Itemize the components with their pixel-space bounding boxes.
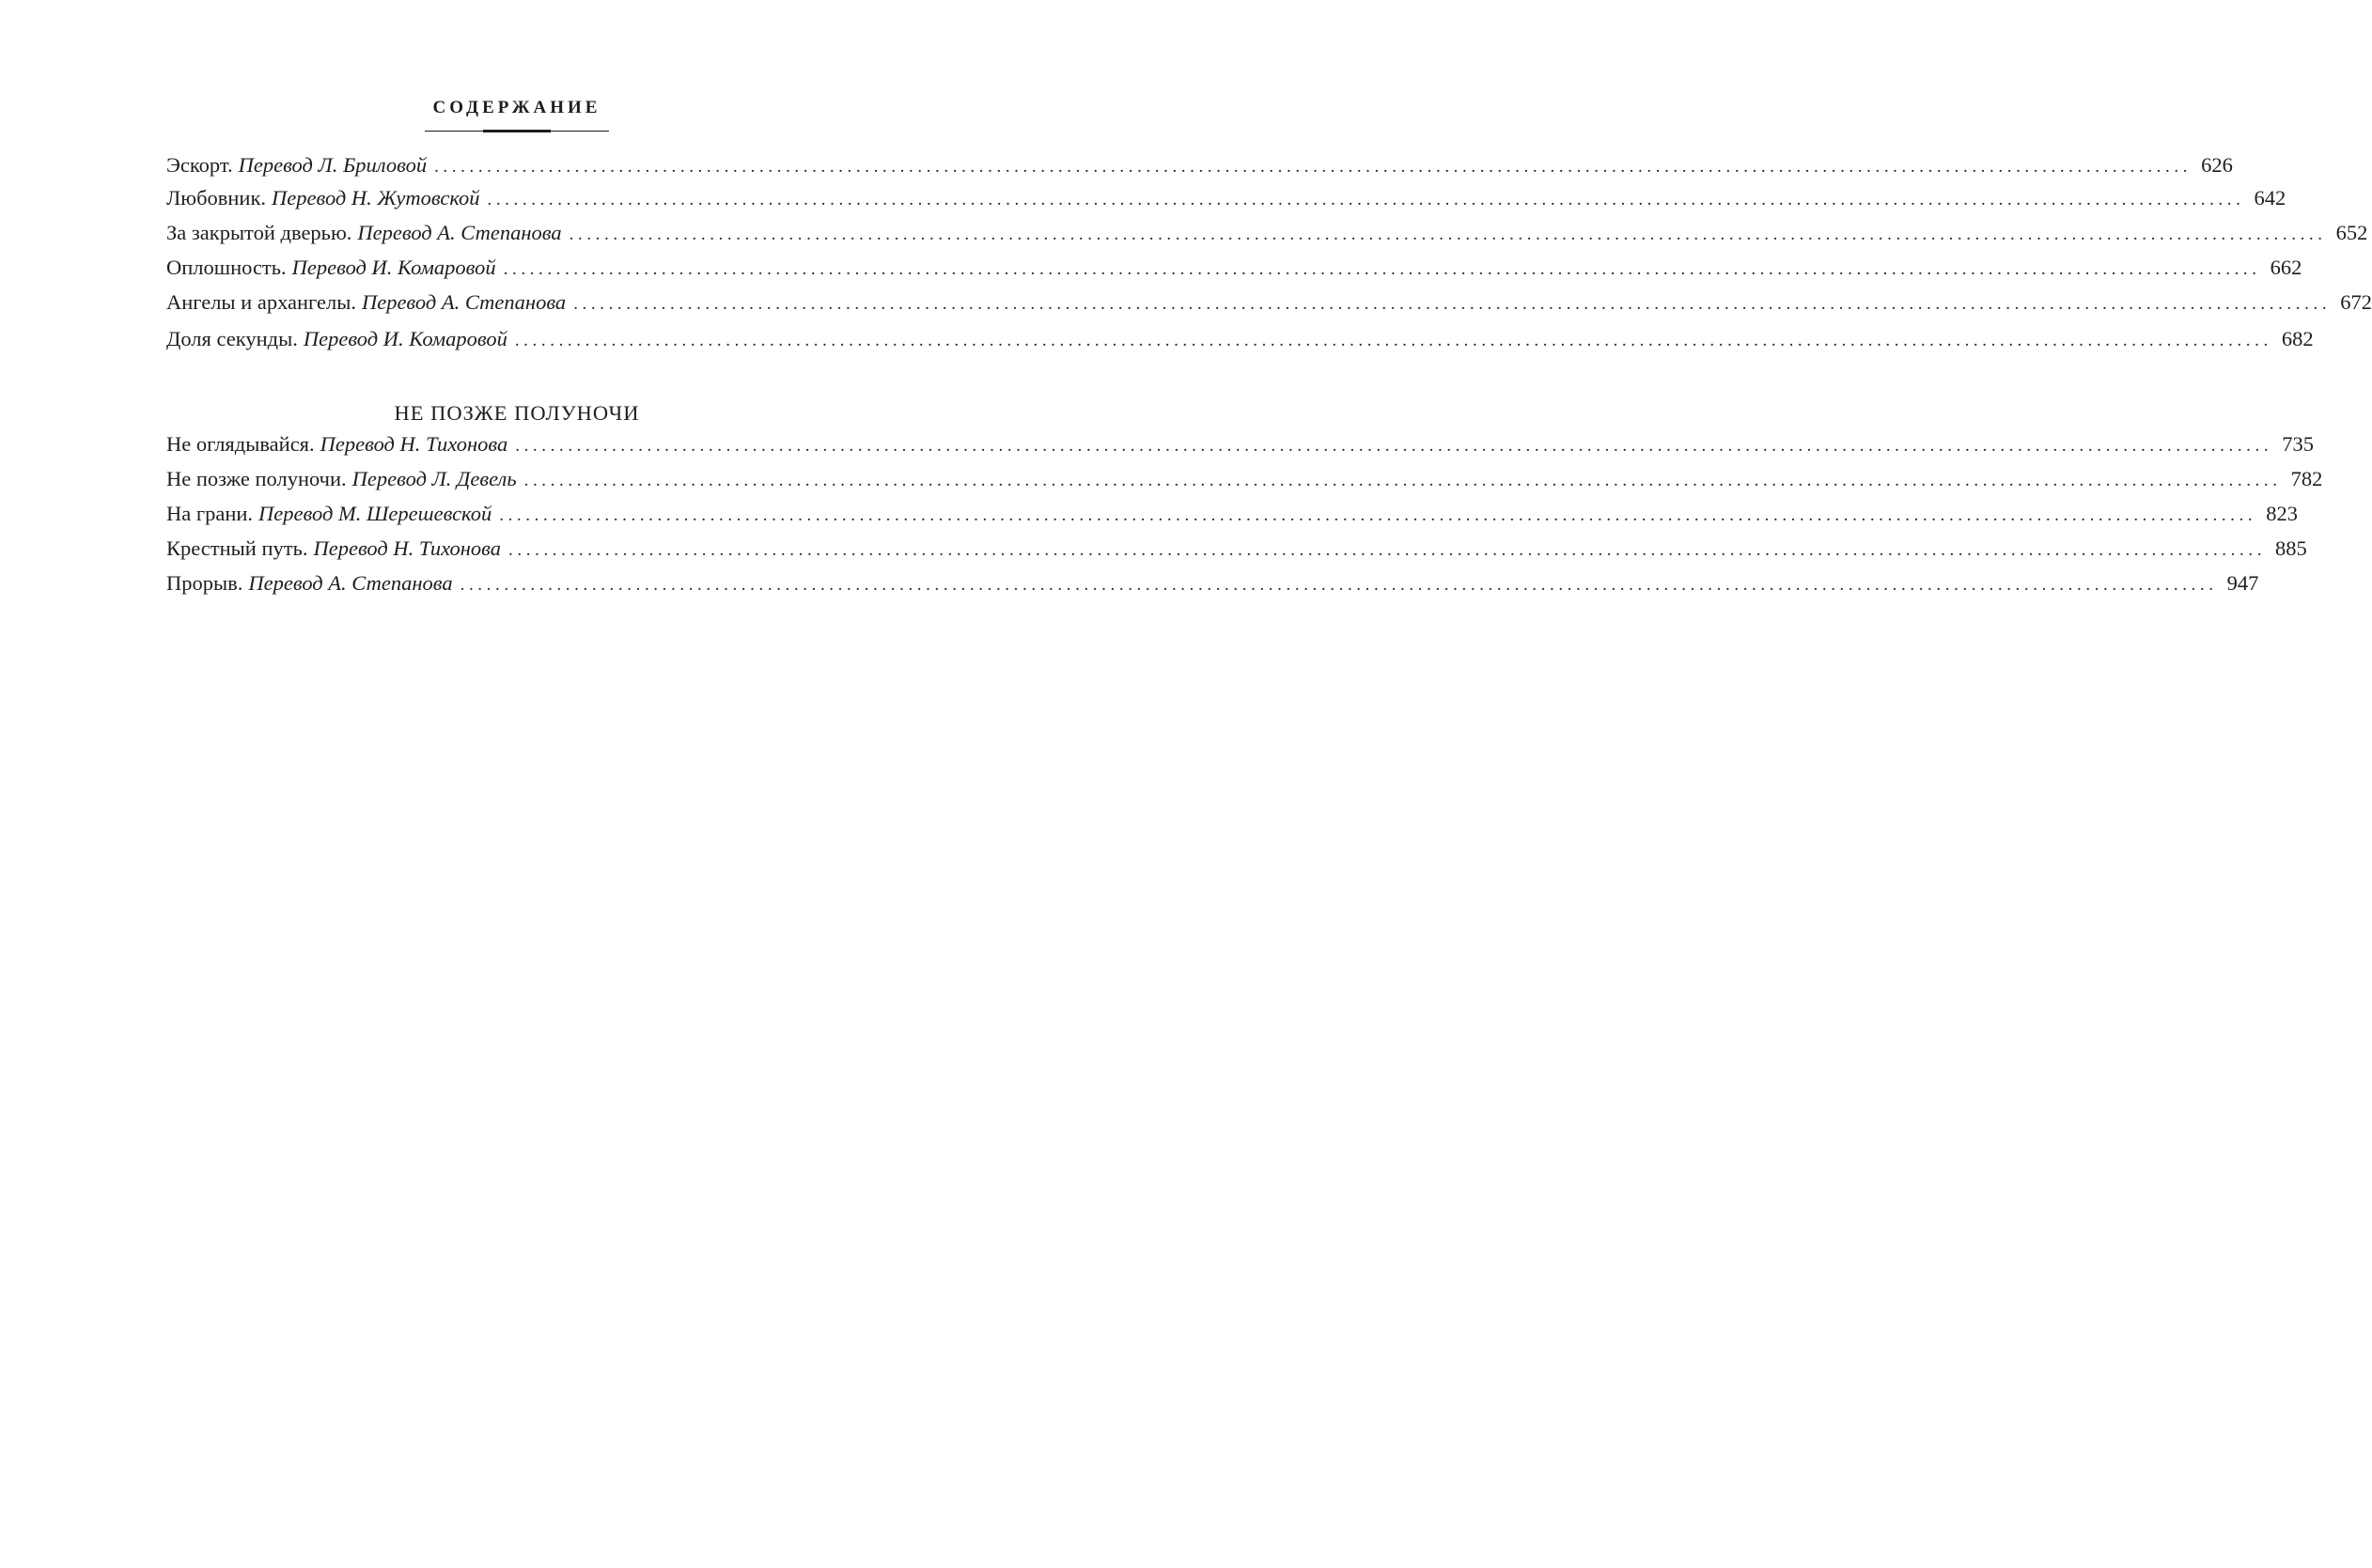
toc-entry-page: 735 bbox=[2282, 432, 2314, 456]
toc-entry bbox=[166, 465, 2323, 493]
toc-entry bbox=[166, 219, 2368, 247]
dot-leader: ........................................................................................................................................................................................................ bbox=[499, 505, 2257, 525]
toc-entry bbox=[166, 254, 2302, 282]
dot-leader: ........................................................................................................................................................................................................ bbox=[487, 190, 2245, 210]
toc-entry-translator: Перевод Л. Девель bbox=[351, 467, 517, 490]
dot-leader: ........................................................................................................................................................................................................ bbox=[515, 436, 2273, 456]
toc-entry-title: Ангелы и архангелы. bbox=[166, 290, 356, 314]
toc-entry bbox=[166, 569, 2259, 598]
toc-entry-translator: Перевод Н. Тихонова bbox=[313, 536, 502, 560]
toc-entry bbox=[166, 184, 2286, 212]
toc-entry-translator: Перевод Н. Жутовской bbox=[272, 186, 480, 210]
toc-entry-page: 662 bbox=[2270, 256, 2302, 279]
toc-entry-title: Прорыв. bbox=[166, 571, 243, 595]
toc-entry-title: Любовник. bbox=[166, 186, 267, 210]
toc-entry-title: На грани. bbox=[166, 502, 254, 525]
page-header bbox=[0, 98, 1034, 135]
toc-entry-translator: Перевод М. Шерешевской bbox=[258, 502, 492, 525]
toc-entry-translator: Перевод А. Степанова bbox=[357, 221, 562, 244]
toc-entry-translator: Перевод И. Комаровой bbox=[303, 327, 507, 350]
toc-entry-page: 782 bbox=[2290, 467, 2323, 490]
section-heading: НЕ ПОЗЖЕ ПОЛУНОЧИ bbox=[394, 401, 640, 425]
toc-entry-title: Эскорт. bbox=[166, 153, 233, 177]
toc-entry-title: Оплошность. bbox=[166, 256, 287, 279]
dot-leader: ........................................................................................................................................................................................................ bbox=[508, 540, 2267, 560]
running-head: СОДЕРЖАНИЕ bbox=[432, 98, 601, 117]
toc-entry bbox=[166, 430, 2314, 458]
dot-leader: ........................................................................................................................................................................................................ bbox=[514, 331, 2272, 350]
toc-entry-page: 682 bbox=[2281, 327, 2314, 350]
toc-entry-title: Не оглядывайся. bbox=[166, 432, 315, 456]
toc-entry-page: 642 bbox=[2254, 186, 2286, 210]
toc-entry-translator: Перевод И. Комаровой bbox=[291, 256, 496, 279]
dot-leader: ........................................................................................................................................................................................................ bbox=[503, 259, 2261, 279]
header-rule bbox=[425, 128, 609, 135]
toc-entry bbox=[166, 535, 2307, 563]
toc-entry-title: Крестный путь. bbox=[166, 536, 308, 560]
toc-entry-title: Доля секунды. bbox=[166, 327, 298, 350]
dot-leader: ........................................................................................................................................................................................................ bbox=[460, 575, 2218, 595]
toc-entry-page: 885 bbox=[2275, 536, 2307, 560]
toc-entry-page: 672 bbox=[2340, 290, 2372, 314]
toc-entry-page: 823 bbox=[2266, 502, 2298, 525]
toc-entry-page: 626 bbox=[2201, 153, 2233, 177]
toc-entry-translator: Перевод Л. Бриловой bbox=[238, 153, 428, 177]
toc-entry-translator: Перевод Н. Тихонова bbox=[320, 432, 508, 456]
dot-leader: ........................................................................................................................................................................................................ bbox=[434, 157, 2193, 177]
toc-entry bbox=[166, 151, 2233, 179]
dot-leader: ........................................................................................................................................................................................................ bbox=[523, 471, 2282, 490]
toc-entry bbox=[166, 288, 2372, 317]
toc-entry-translator: Перевод А. Степанова bbox=[361, 290, 567, 314]
dot-leader: ........................................................................................................................................................................................................ bbox=[573, 294, 2332, 314]
toc-entry-title: За закрытой дверью. bbox=[166, 221, 352, 244]
toc-entry-page: 652 bbox=[2335, 221, 2368, 244]
toc-entry-translator: Перевод А. Степанова bbox=[248, 571, 453, 595]
header-rule-thick bbox=[483, 130, 551, 132]
toc-entry bbox=[166, 500, 2298, 528]
toc-entry-page: 947 bbox=[2226, 571, 2259, 595]
toc-entry bbox=[166, 325, 2314, 353]
dot-leader: ........................................................................................................................................................................................................ bbox=[569, 225, 2327, 244]
toc-entry-title: Не позже полуночи. bbox=[166, 467, 347, 490]
